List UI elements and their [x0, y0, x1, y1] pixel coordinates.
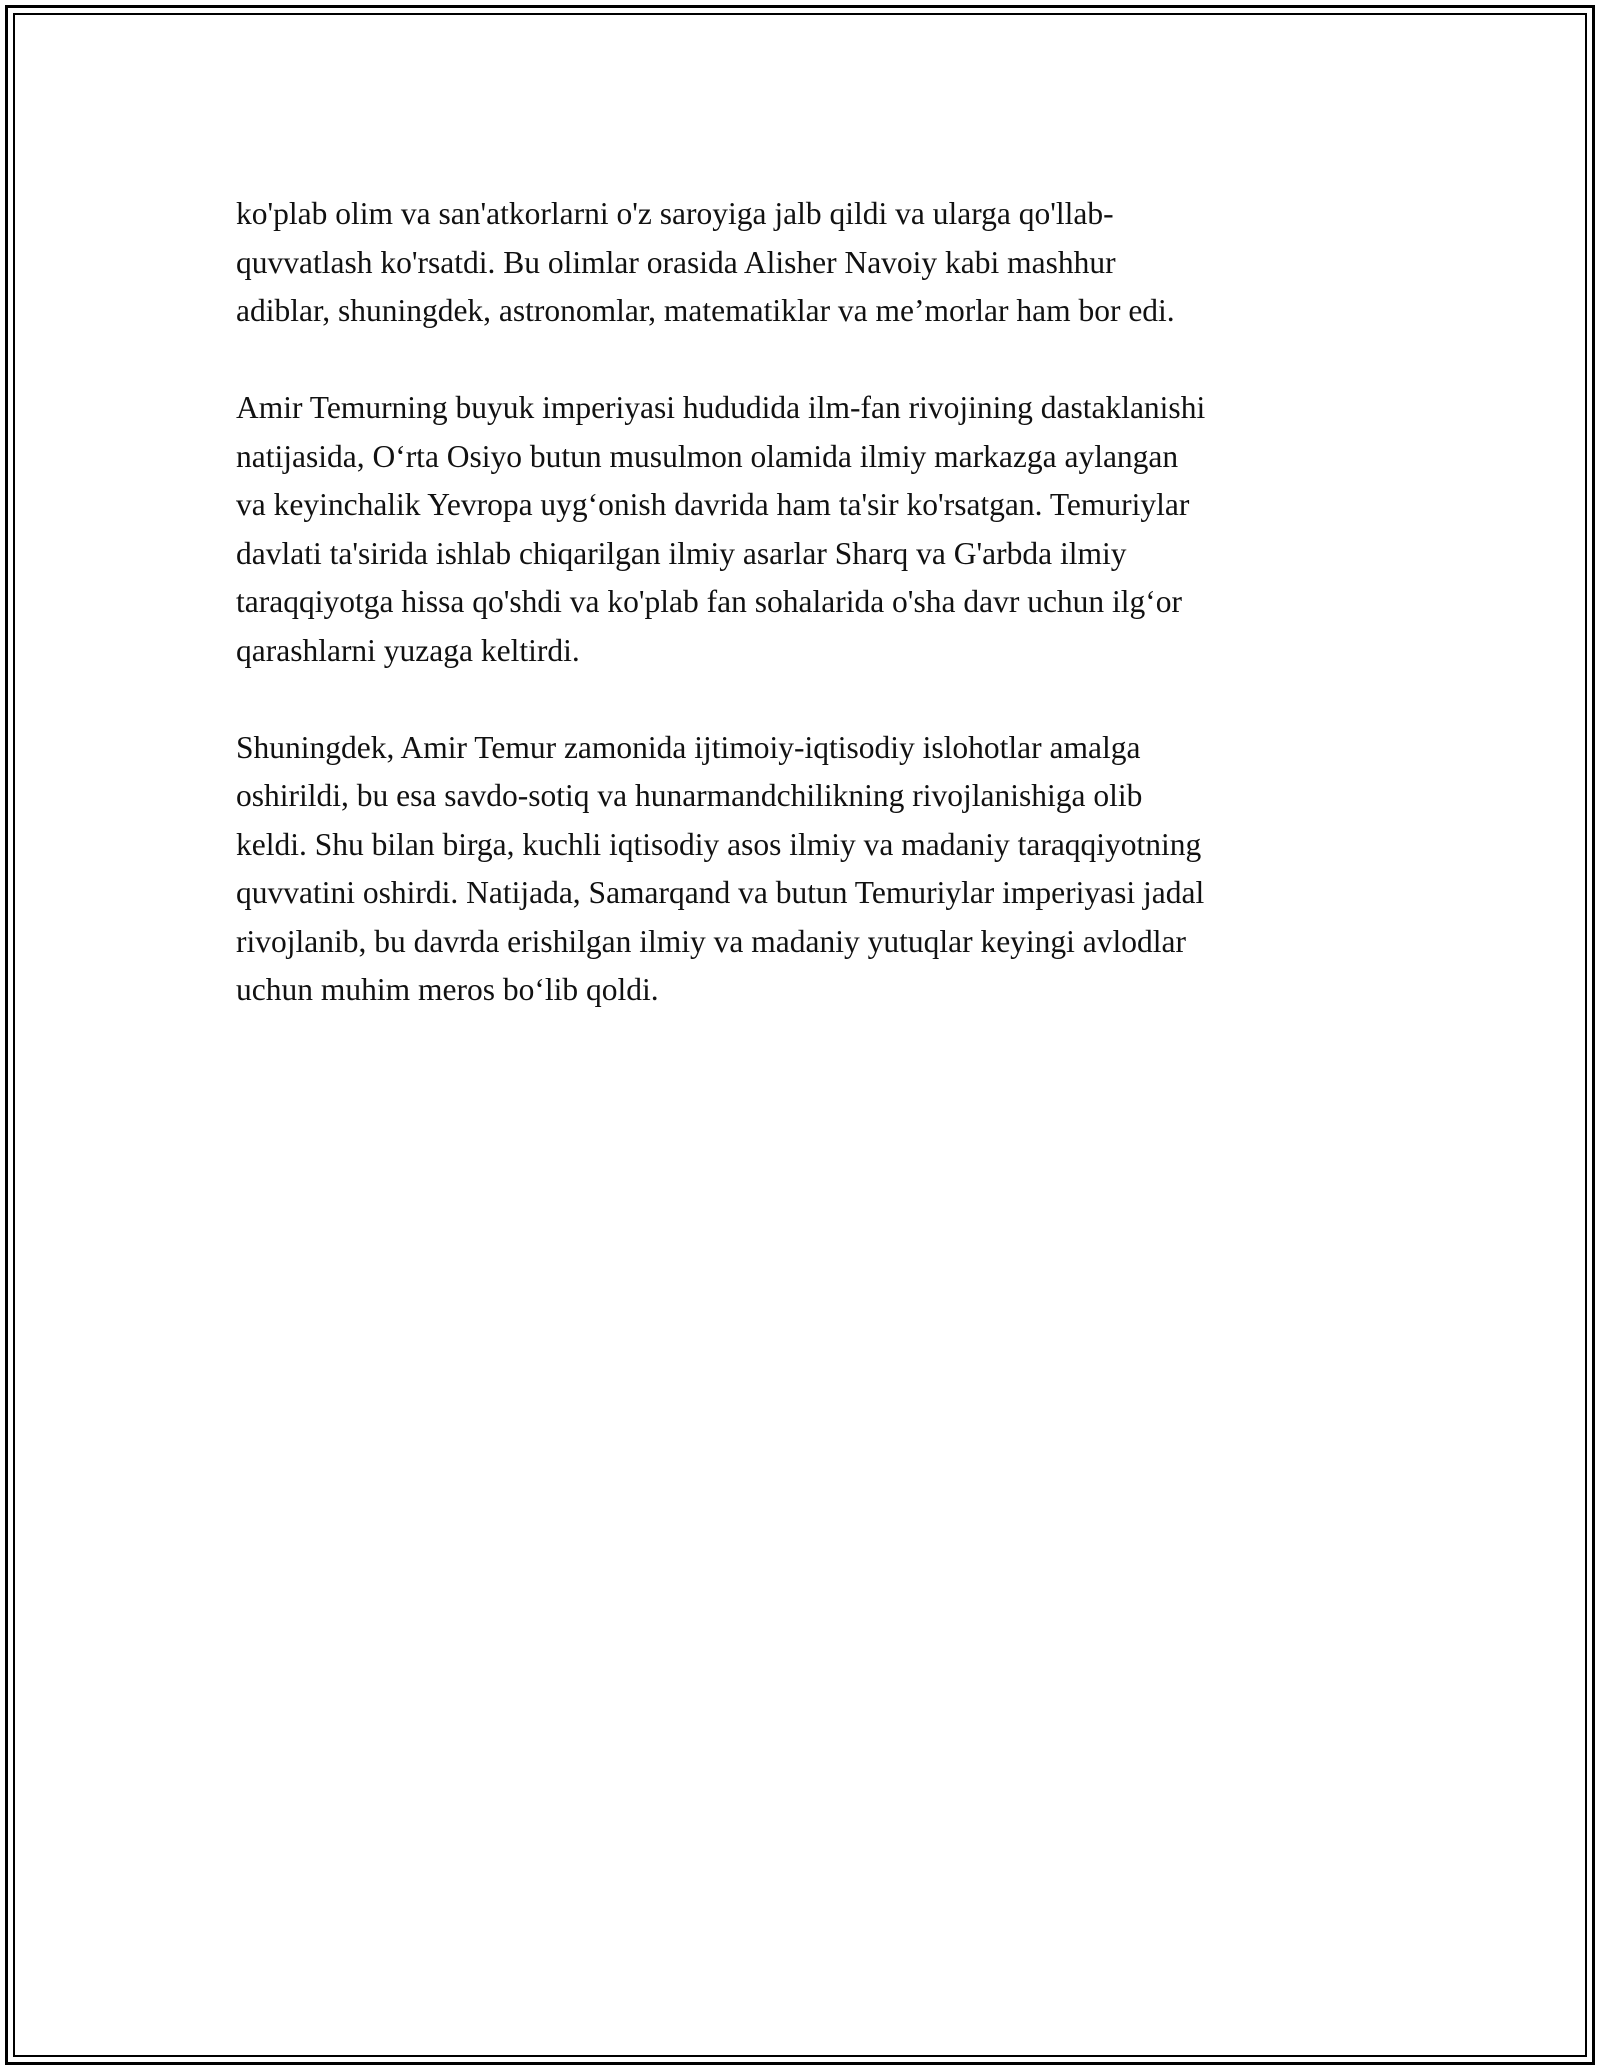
paragraph-3: Shuningdek, Amir Temur zamonida ijtimoiy-iqtisodiy islohotlar amalga oshirildi, bu esa savdo-sotiq va hunarmandchilikning rivojlanishiga olib keldi. Shu bilan birga, kuchli iqtisodiy asos ilmiy va madaniy taraqqiyotning quvvatini oshirdi. Natijada, Samarqand va butun Temuriylar imperiyasi jadal rivojlanib, bu davrda erishilgan ilmiy va madaniy yutuqlar keyingi avlodlar uchun muhim meros bo‘lib qoldi.: [236, 729, 1205, 1007]
paragraph-2: Amir Temurning buyuk imperiyasi hududida ilm-fan rivojining dastaklanishi natijasida, O‘rta Osiyo butun musulmon olamida ilmiy markazga aylangan va keyinchalik Yevropa uyg‘onish davrida ham ta'sir ko'rsatgan. Temuriylar davlati ta'sirida ishlab chiqarilgan ilmiy asarlar Sharq va G'arbda ilmiy taraqqiyotga hissa qo'shdi va ko'plab fan sohalarida o'sha davr uchun ilg‘or qarashlarni yuzaga keltirdi.: [236, 390, 1206, 668]
paragraph-1: ko'plab olim va san'atkorlarni o'z saroyiga jalb qildi va ularga qo'llab- quvvatlash ko'rsatdi. Bu olimlar orasida Alisher Navoiy kabi mashhur adiblar, shuningdek, astronomlar, matematiklar va me’morlar ham bor edi.: [236, 196, 1175, 328]
document-body: [236, 190, 1376, 1063]
